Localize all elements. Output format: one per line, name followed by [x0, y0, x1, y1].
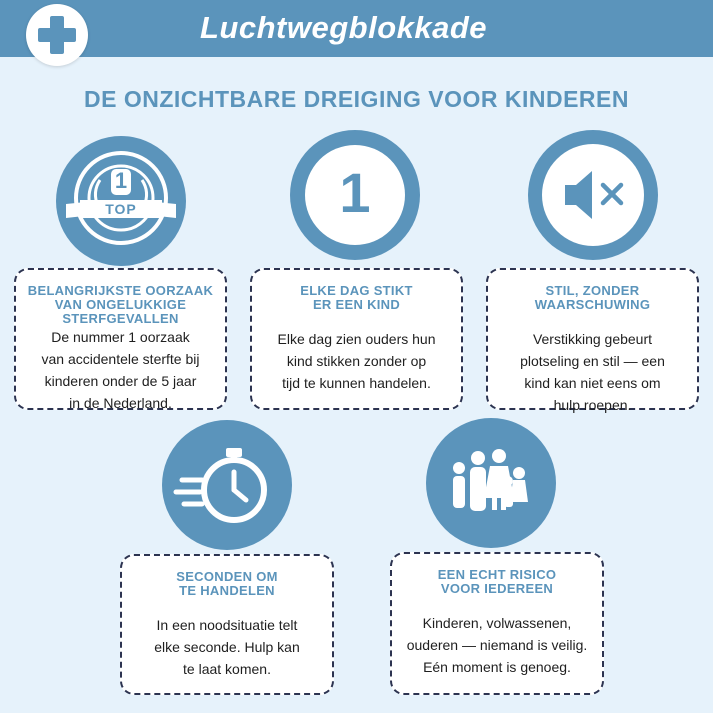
- card-daily-choking: [250, 268, 463, 410]
- card-title: EEN ECHT RISICO VOOR IEDEREEN: [437, 567, 557, 596]
- badge-label: TOP: [105, 201, 137, 217]
- page-subtitle: DE ONZICHTBARE DREIGING VOOR KINDEREN: [84, 86, 629, 112]
- card-body: Verstikking gebeurt plotseling en stil — een kind kan niet eens om hulp roepen.: [520, 331, 665, 413]
- card-body: De nummer 1 oorzaak van accidentele sterfte bij kinderen onder de 5 jaar in de Nederland.: [41, 329, 200, 411]
- top-1-badge-icon: [56, 136, 186, 266]
- card-title: ELKE DAG STIKT ER EEN KIND: [300, 283, 413, 312]
- stopwatch-icon: [162, 420, 292, 550]
- card-body: Elke dag zien ouders hun kind stikken zonder op tijd te kunnen handelen.: [277, 331, 436, 391]
- medical-cross-icon: [26, 4, 88, 66]
- number-one-text: 1: [339, 161, 371, 224]
- speaker-muted-icon: [528, 130, 658, 260]
- card-title: BELANGRIJKSTE OORZAAK VAN ONGELUKKIGE STERFGEVALLEN: [27, 283, 214, 326]
- card-leading-cause: [14, 268, 227, 410]
- card-body: Kinderen, volwassenen, ouderen — niemand is veilig. Eén moment is genoeg.: [406, 615, 588, 675]
- card-title: SECONDEN OM TE HANDELEN: [176, 569, 278, 598]
- card-silent-warning: [486, 268, 699, 413]
- number-one-icon: [290, 130, 420, 260]
- card-real-risk: [390, 552, 604, 695]
- card-seconds-to-act: [120, 554, 334, 695]
- card-title: STIL, ZONDER WAARSCHUWING: [534, 283, 651, 312]
- badge-number: 1: [114, 168, 128, 193]
- page-title: Luchtwegblokkade: [200, 10, 488, 45]
- family-icon: [426, 418, 556, 548]
- card-body: In een noodsituatie telt elke seconde. Hulp kan te laat komen.: [154, 617, 300, 677]
